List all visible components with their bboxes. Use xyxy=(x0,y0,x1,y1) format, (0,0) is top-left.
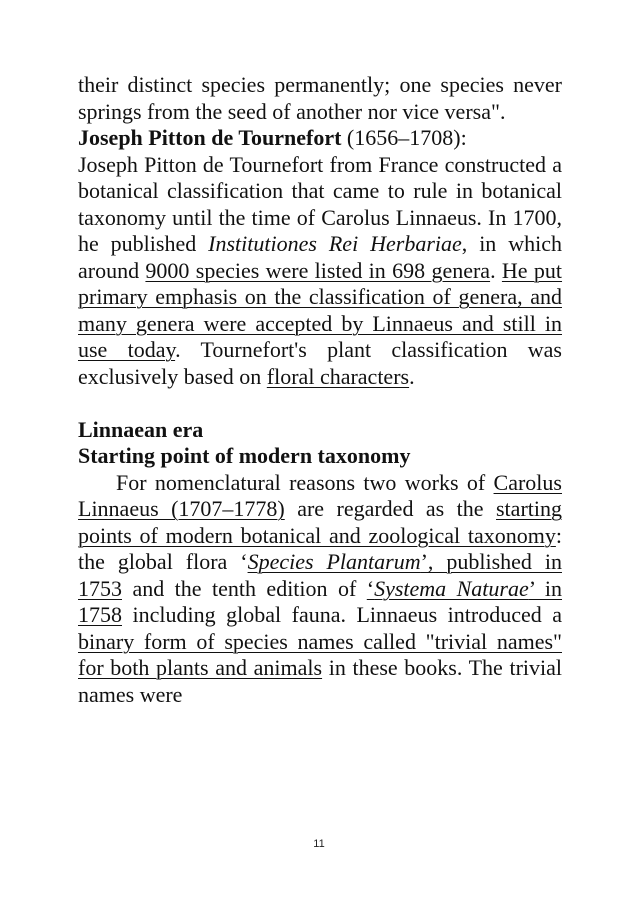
page-number: 11 xyxy=(313,838,325,850)
page-body xyxy=(78,72,562,708)
underlined-text: binary form of species names called "trivial names" for both plants and animals xyxy=(78,628,562,680)
underlined-text: Carolus Linnaeus (1707–1778) xyxy=(78,469,562,521)
underlined-text: ‘ xyxy=(366,575,375,601)
heading-modern-taxonomy: Starting point of modern taxonomy xyxy=(78,443,411,468)
blank-line xyxy=(78,390,562,417)
underlined-text: He put primary emphasis on the classification of genera, and many genera were accepted by Linnaeus and still in use today xyxy=(78,257,563,362)
heading-name: Joseph Pitton de Tournefort xyxy=(78,125,342,150)
heading-tournefort xyxy=(78,125,562,152)
underlined-text: starting points of modern botanical and zoological taxonomy xyxy=(78,496,562,548)
paragraph-linnaeus: For nomenclatural reasons two works of Carolus Linnaeus (1707–1778) are regarded as the starting points of modern botanical and zoological taxonomy: the global flora ‘Species Plantarum’, published in 1753 and the tenth edition of ‘Systema Naturae’ in 1758 including global fauna. Linnaeus introduced a binary form of species names called "trivial names" for both plants and animals in these books. The trivial names were xyxy=(78,469,563,707)
book-title: Institutiones Rei Herbariae xyxy=(208,231,462,256)
heading-linnaean-era: Linnaean era xyxy=(78,416,204,442)
underlined-text: ’ in 1758 xyxy=(78,575,563,627)
paragraph-tournefort: Joseph Pitton de Tournefort from France constructed a botanical classification that came to rule in botanical taxonomy until the time of Carolus Linnaeus. In 1700, he published Institutiones Rei Herbariae, in which around 9000 species were listed in 698 genera. He put primary emphasis on the classification of genera, and many genera were accepted by Linnaeus and still in use today. Tournefort's plant classification was exclusively based on floral characters. xyxy=(78,151,563,389)
underlined-text: ’, published in 1753 xyxy=(78,549,562,601)
paragraph-continuation: their distinct species permanently; one species never springs from the seed of another nor vice versa". xyxy=(78,72,562,124)
underlined-text: floral characters xyxy=(266,363,410,389)
heading-dates: (1656–1708): xyxy=(341,125,467,150)
book-title: Species Plantarum xyxy=(247,549,421,574)
book-title: Systema Naturae xyxy=(374,575,529,601)
underlined-text: 9000 species were listed in 698 genera xyxy=(145,257,491,283)
